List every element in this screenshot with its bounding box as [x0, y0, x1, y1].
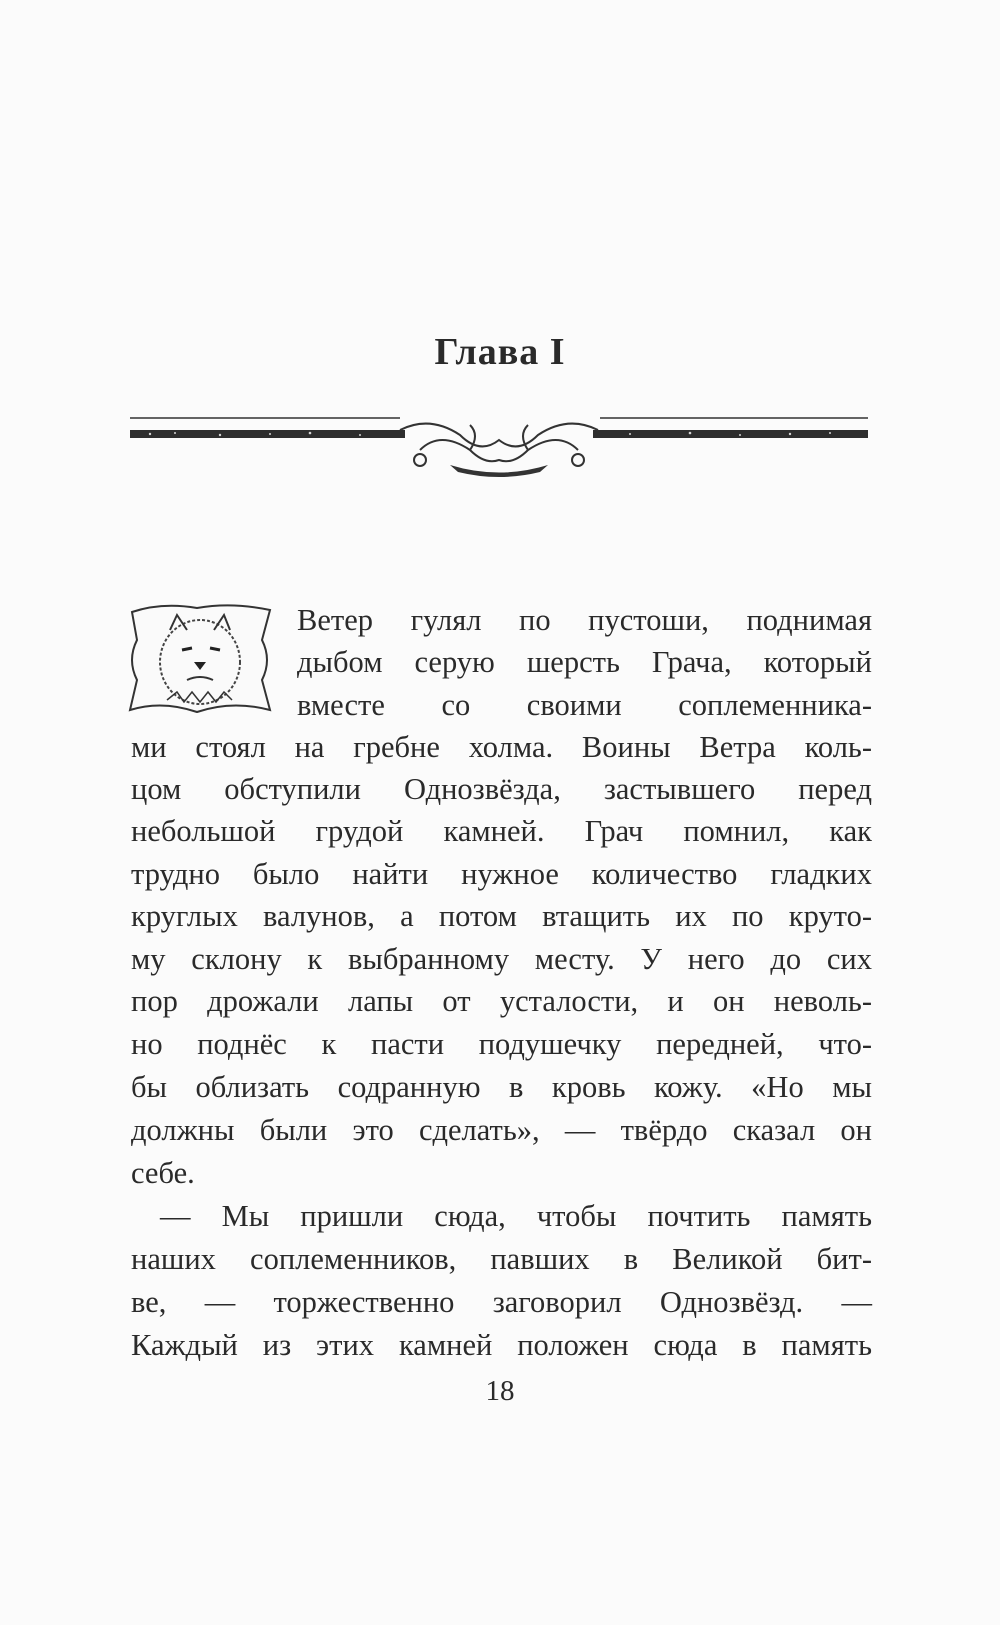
text-line: бы облизать содранную в кровь кожу. «Но мы	[131, 1070, 872, 1104]
text-line: — Мы пришли сюда, чтобы почтить память	[160, 1199, 872, 1233]
cat-face-drop-illustration	[122, 600, 277, 720]
page-number: 18	[485, 1375, 515, 1407]
text-line: себе.	[131, 1156, 195, 1190]
text-line: цом обступили Однозвёзда, застывшего перед	[131, 772, 872, 806]
text-line: трудно было найти нужное количество гладких	[131, 857, 872, 891]
chapter-ornament-divider	[130, 410, 868, 485]
text-line: пор дрожали лапы от усталости, и он неволь-	[131, 984, 872, 1018]
text-line: должны были это сделать», — твёрдо сказал он	[131, 1113, 872, 1147]
text-line: вместе со своими соплеменника-	[297, 688, 872, 722]
text-line: но поднёс к пасти подушечку передней, что-	[131, 1027, 872, 1061]
text-line: Ветер гулял по пустоши, поднимая	[297, 603, 872, 637]
text-line: Каждый из этих камней положен сюда в память	[131, 1328, 872, 1362]
chapter-title: Глава I	[434, 331, 566, 373]
text-line: наших соплеменников, павших в Великой бит-	[131, 1242, 872, 1276]
text-line: ве, — торжественно заговорил Однозвёзд. —	[131, 1285, 872, 1319]
text-line: му склону к выбранному месту. У него до сих	[131, 942, 872, 976]
text-line: ми стоял на гребне холма. Воины Ветра коль-	[131, 730, 872, 764]
text-line: небольшой грудой камней. Грач помнил, как	[131, 814, 872, 848]
text-line: дыбом серую шерсть Грача, который	[297, 645, 872, 679]
text-line: круглых валунов, а потом втащить их по круто-	[131, 899, 872, 933]
